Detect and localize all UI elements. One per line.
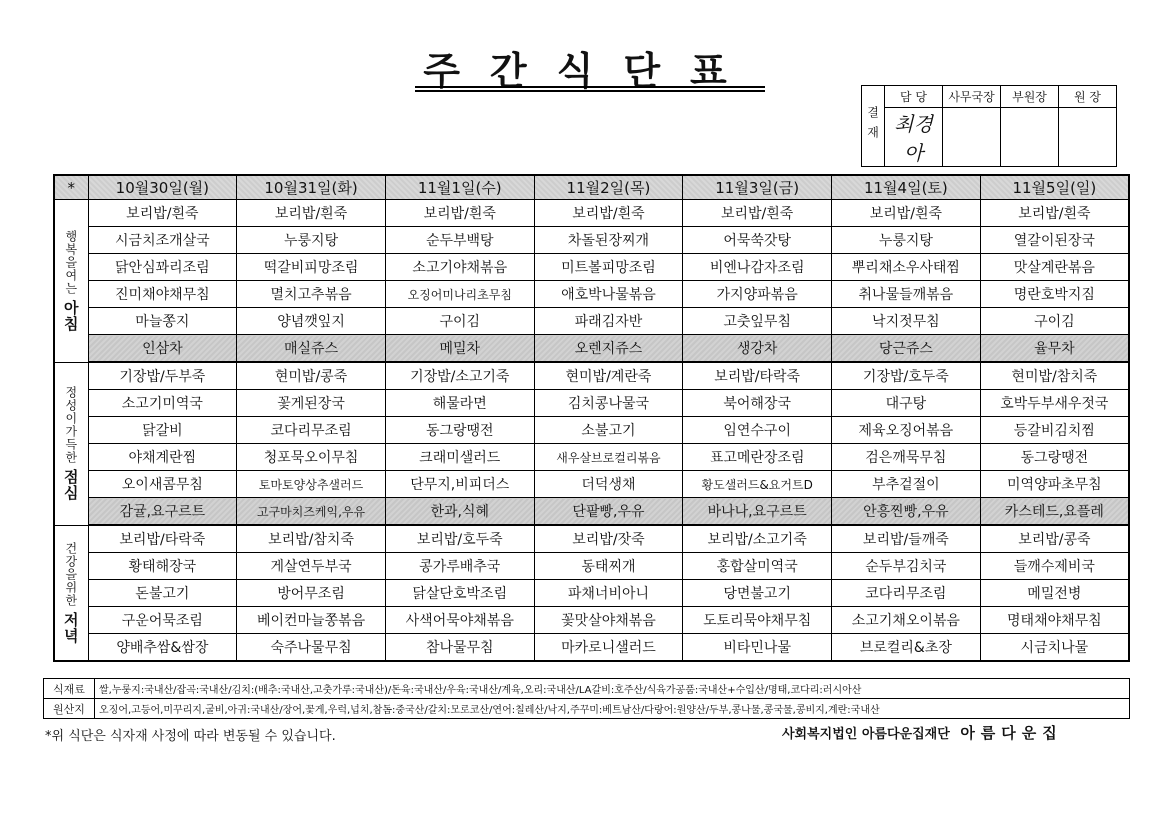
menu-cell: 명태채야채무침 [980,607,1129,634]
menu-cell: 현미밥/계란죽 [534,362,683,390]
menu-cell: 크래미샐러드 [385,444,534,471]
menu-cell: 기장밥/소고기죽 [385,362,534,390]
menu-cell: 명란호박지짐 [980,281,1129,308]
menu-cell: 콩가루배추국 [385,553,534,580]
menu-cell: 취나물들깨볶음 [832,281,981,308]
menu-cell: 보리밥/잣죽 [534,525,683,553]
menu-cell: 돈불고기 [88,580,237,607]
weekly-menu-table [53,174,1130,662]
menu-cell: 사색어묵야채볶음 [385,607,534,634]
organization-name [782,722,1063,743]
menu-cell: 소고기야채볶음 [385,254,534,281]
menu-cell: 순두부김치국 [832,553,981,580]
organization-title: 아름다운집 [960,724,1063,742]
menu-cell: 한과,식혜 [385,498,534,526]
menu-cell: 비타민나물 [683,634,832,662]
meal-label-sub: 건강을위한 [63,541,78,607]
menu-cell: 양배추쌈&쌈장 [88,634,237,662]
menu-row [54,254,1129,281]
menu-cell: 부추겉절이 [832,471,981,498]
meal-label-sub: 정성이가득한 [63,386,78,465]
menu-cell: 율무차 [980,335,1129,363]
menu-cell: 미역양파초무침 [980,471,1129,498]
meal-label-main: 저녁 [61,611,80,644]
menu-cell: 현미밥/콩죽 [237,362,386,390]
menu-cell: 보리밥/흰죽 [832,200,981,227]
menu-cell: 안흥찐빵,우유 [832,498,981,526]
approval-slot [943,108,1001,167]
menu-cell: 보리밥/흰죽 [88,200,237,227]
menu-cell: 현미밥/참치죽 [980,362,1129,390]
menu-cell: 보리밥/타락죽 [88,525,237,553]
menu-cell: 구운어묵조림 [88,607,237,634]
day-header: 11월4일(토) [832,175,981,200]
menu-cell: 소고기채오이볶음 [832,607,981,634]
menu-cell: 마카로니샐러드 [534,634,683,662]
menu-cell: 보리밥/흰죽 [980,200,1129,227]
approval-header: 부원장 [1001,86,1059,108]
approval-side-label: 결재 [862,86,885,167]
menu-cell: 해물라면 [385,390,534,417]
menu-cell: 황도샐러드&요거트D [683,471,832,498]
menu-row [54,281,1129,308]
menu-row [54,362,1129,390]
menu-cell: 홍합살미역국 [683,553,832,580]
menu-cell: 구이김 [980,308,1129,335]
menu-cell: 닭안심꽈리조림 [88,254,237,281]
day-header: 11월2일(목) [534,175,683,200]
menu-row [54,580,1129,607]
menu-cell: 당근쥬스 [832,335,981,363]
menu-cell: 소고기미역국 [88,390,237,417]
menu-cell: 마늘쫑지 [88,308,237,335]
menu-cell: 검은깨묵무침 [832,444,981,471]
menu-row [54,308,1129,335]
menu-cell: 파채너비아니 [534,580,683,607]
menu-cell: 소불고기 [534,417,683,444]
menu-cell: 차돌된장찌개 [534,227,683,254]
menu-note: *위 식단은 식자재 사정에 따라 변동될 수 있습니다. [45,729,336,744]
menu-row [54,471,1129,498]
menu-cell: 들깨수제비국 [980,553,1129,580]
menu-cell: 미트볼피망조림 [534,254,683,281]
menu-cell: 꽃맛살야채볶음 [534,607,683,634]
menu-cell: 보리밥/소고기죽 [683,525,832,553]
menu-cell: 진미채야채무침 [88,281,237,308]
menu-cell: 게살연두부국 [237,553,386,580]
menu-row [54,417,1129,444]
menu-cell: 보리밥/참치죽 [237,525,386,553]
menu-cell: 참나물무침 [385,634,534,662]
menu-row [54,444,1129,471]
menu-cell: 야채계란찜 [88,444,237,471]
menu-row [54,498,1129,526]
menu-cell: 김치콩나물국 [534,390,683,417]
menu-row [54,553,1129,580]
origin-label: 원산지 [44,699,95,719]
page-title: 주간식단표 [423,49,757,93]
menu-cell: 바나나,요구르트 [683,498,832,526]
menu-cell: 카스테드,요플레 [980,498,1129,526]
header-corner: * [54,175,88,200]
menu-cell: 양념깻잎지 [237,308,386,335]
menu-cell: 뿌리채소우사태찜 [832,254,981,281]
menu-row [54,525,1129,553]
approval-box [861,85,1117,167]
origin-line: 쌀,누룽지:국내산/잡곡:국내산/김치:(배추:국내산,고춧가루:국내산)/돈육:국내산/우육:국내산/계육,오리:국내산/LA갈비:호주산/식육가공품:국내산+수입산/명태,코다리:러시아산 [95,679,1130,699]
menu-cell: 메밀전병 [980,580,1129,607]
approval-signature: 최경아 [885,108,943,167]
title-underline-2 [415,90,765,92]
menu-cell: 당면불고기 [683,580,832,607]
menu-cell: 순두부백탕 [385,227,534,254]
title-underline [415,86,765,88]
approval-header: 사무국장 [943,86,1001,108]
menu-cell: 메밀차 [385,335,534,363]
meal-label-main: 아침 [61,299,80,332]
menu-cell: 인삼차 [88,335,237,363]
menu-cell: 베이컨마늘쫑볶음 [237,607,386,634]
menu-cell: 멸치고추볶음 [237,281,386,308]
meal-label [54,362,88,525]
menu-cell: 감귤,요구르트 [88,498,237,526]
menu-cell: 고구마치즈케익,우유 [237,498,386,526]
menu-cell: 오렌지쥬스 [534,335,683,363]
menu-cell: 오이새콤무침 [88,471,237,498]
menu-cell: 보리밥/호두죽 [385,525,534,553]
menu-cell: 황태해장국 [88,553,237,580]
origin-table [43,678,1130,719]
menu-row [54,200,1129,227]
menu-cell: 보리밥/콩죽 [980,525,1129,553]
menu-cell: 보리밥/흰죽 [534,200,683,227]
menu-cell: 등갈비김치찜 [980,417,1129,444]
menu-cell: 꽃게된장국 [237,390,386,417]
menu-cell: 보리밥/타락죽 [683,362,832,390]
meal-label [54,200,88,363]
menu-row [54,227,1129,254]
menu-cell: 보리밥/들깨죽 [832,525,981,553]
menu-cell: 코다리무조림 [832,580,981,607]
menu-cell: 토마토양상추샐러드 [237,471,386,498]
menu-cell: 시금치조개살국 [88,227,237,254]
menu-cell: 닭살단호박조림 [385,580,534,607]
menu-cell: 비엔나감자조림 [683,254,832,281]
menu-cell: 기장밥/호두죽 [832,362,981,390]
menu-cell: 열갈이된장국 [980,227,1129,254]
approval-header: 담 당 [885,86,943,108]
day-header: 10월30일(월) [88,175,237,200]
menu-cell: 떡갈비피망조림 [237,254,386,281]
menu-cell: 동그랑땡전 [385,417,534,444]
menu-cell: 파래김자반 [534,308,683,335]
origin-label: 식재료 [44,679,95,699]
menu-row [54,335,1129,363]
menu-cell: 단무지,비피더스 [385,471,534,498]
menu-cell: 낙지젓무침 [832,308,981,335]
day-header: 10월31일(화) [237,175,386,200]
menu-cell: 맛살계란볶음 [980,254,1129,281]
day-header: 11월1일(수) [385,175,534,200]
menu-cell: 시금치나물 [980,634,1129,662]
meal-label-sub: 행복을여는 [63,229,78,295]
menu-cell: 단팥빵,우유 [534,498,683,526]
menu-cell: 임연수구이 [683,417,832,444]
menu-cell: 브로컬리&초장 [832,634,981,662]
menu-cell: 누룽지탕 [832,227,981,254]
organization-prefix: 사회복지법인 아름다운집재단 [782,727,950,742]
menu-cell: 오징어미나리초무침 [385,281,534,308]
menu-row [54,607,1129,634]
menu-cell: 기장밥/두부죽 [88,362,237,390]
menu-cell: 새우살브로컬리볶음 [534,444,683,471]
menu-cell: 표고메란장조림 [683,444,832,471]
menu-cell: 청포묵오이무침 [237,444,386,471]
origin-line: 오징어,고등어,미꾸리지,굴비,아귀:국내산/장어,꽃게,우럭,넙치,참돔:중국산/갈치:모로코산/연어:칠레산/낙지,주꾸미:베트남산/다랑어:원양산/두부,콩나물,콩국물,콩비지,계란:국내산 [95,699,1130,719]
menu-cell: 고춧잎무침 [683,308,832,335]
menu-cell: 생강차 [683,335,832,363]
menu-cell: 동그랑땡전 [980,444,1129,471]
day-header: 11월5일(일) [980,175,1129,200]
menu-cell: 방어무조림 [237,580,386,607]
menu-cell: 보리밥/흰죽 [237,200,386,227]
menu-row [54,634,1129,662]
day-header: 11월3일(금) [683,175,832,200]
approval-slot [1059,108,1117,167]
approval-slot [1001,108,1059,167]
menu-cell: 코다리무조림 [237,417,386,444]
menu-cell: 구이김 [385,308,534,335]
menu-cell: 누룽지탕 [237,227,386,254]
menu-cell: 동태찌개 [534,553,683,580]
menu-row [54,390,1129,417]
menu-cell: 숙주나물무침 [237,634,386,662]
menu-cell: 더덕생채 [534,471,683,498]
approval-header: 원 장 [1059,86,1117,108]
menu-cell: 도토리묵야채무침 [683,607,832,634]
menu-cell: 어묵쑥갓탕 [683,227,832,254]
menu-cell: 북어해장국 [683,390,832,417]
menu-cell: 보리밥/흰죽 [385,200,534,227]
meal-label [54,525,88,661]
menu-cell: 호박두부새우젓국 [980,390,1129,417]
menu-cell: 애호박나물볶음 [534,281,683,308]
menu-cell: 매실쥬스 [237,335,386,363]
menu-cell: 제육오징어볶음 [832,417,981,444]
meal-label-main: 점심 [61,468,80,501]
menu-cell: 닭갈비 [88,417,237,444]
menu-cell: 보리밥/흰죽 [683,200,832,227]
menu-cell: 대구탕 [832,390,981,417]
menu-cell: 가지양파볶음 [683,281,832,308]
